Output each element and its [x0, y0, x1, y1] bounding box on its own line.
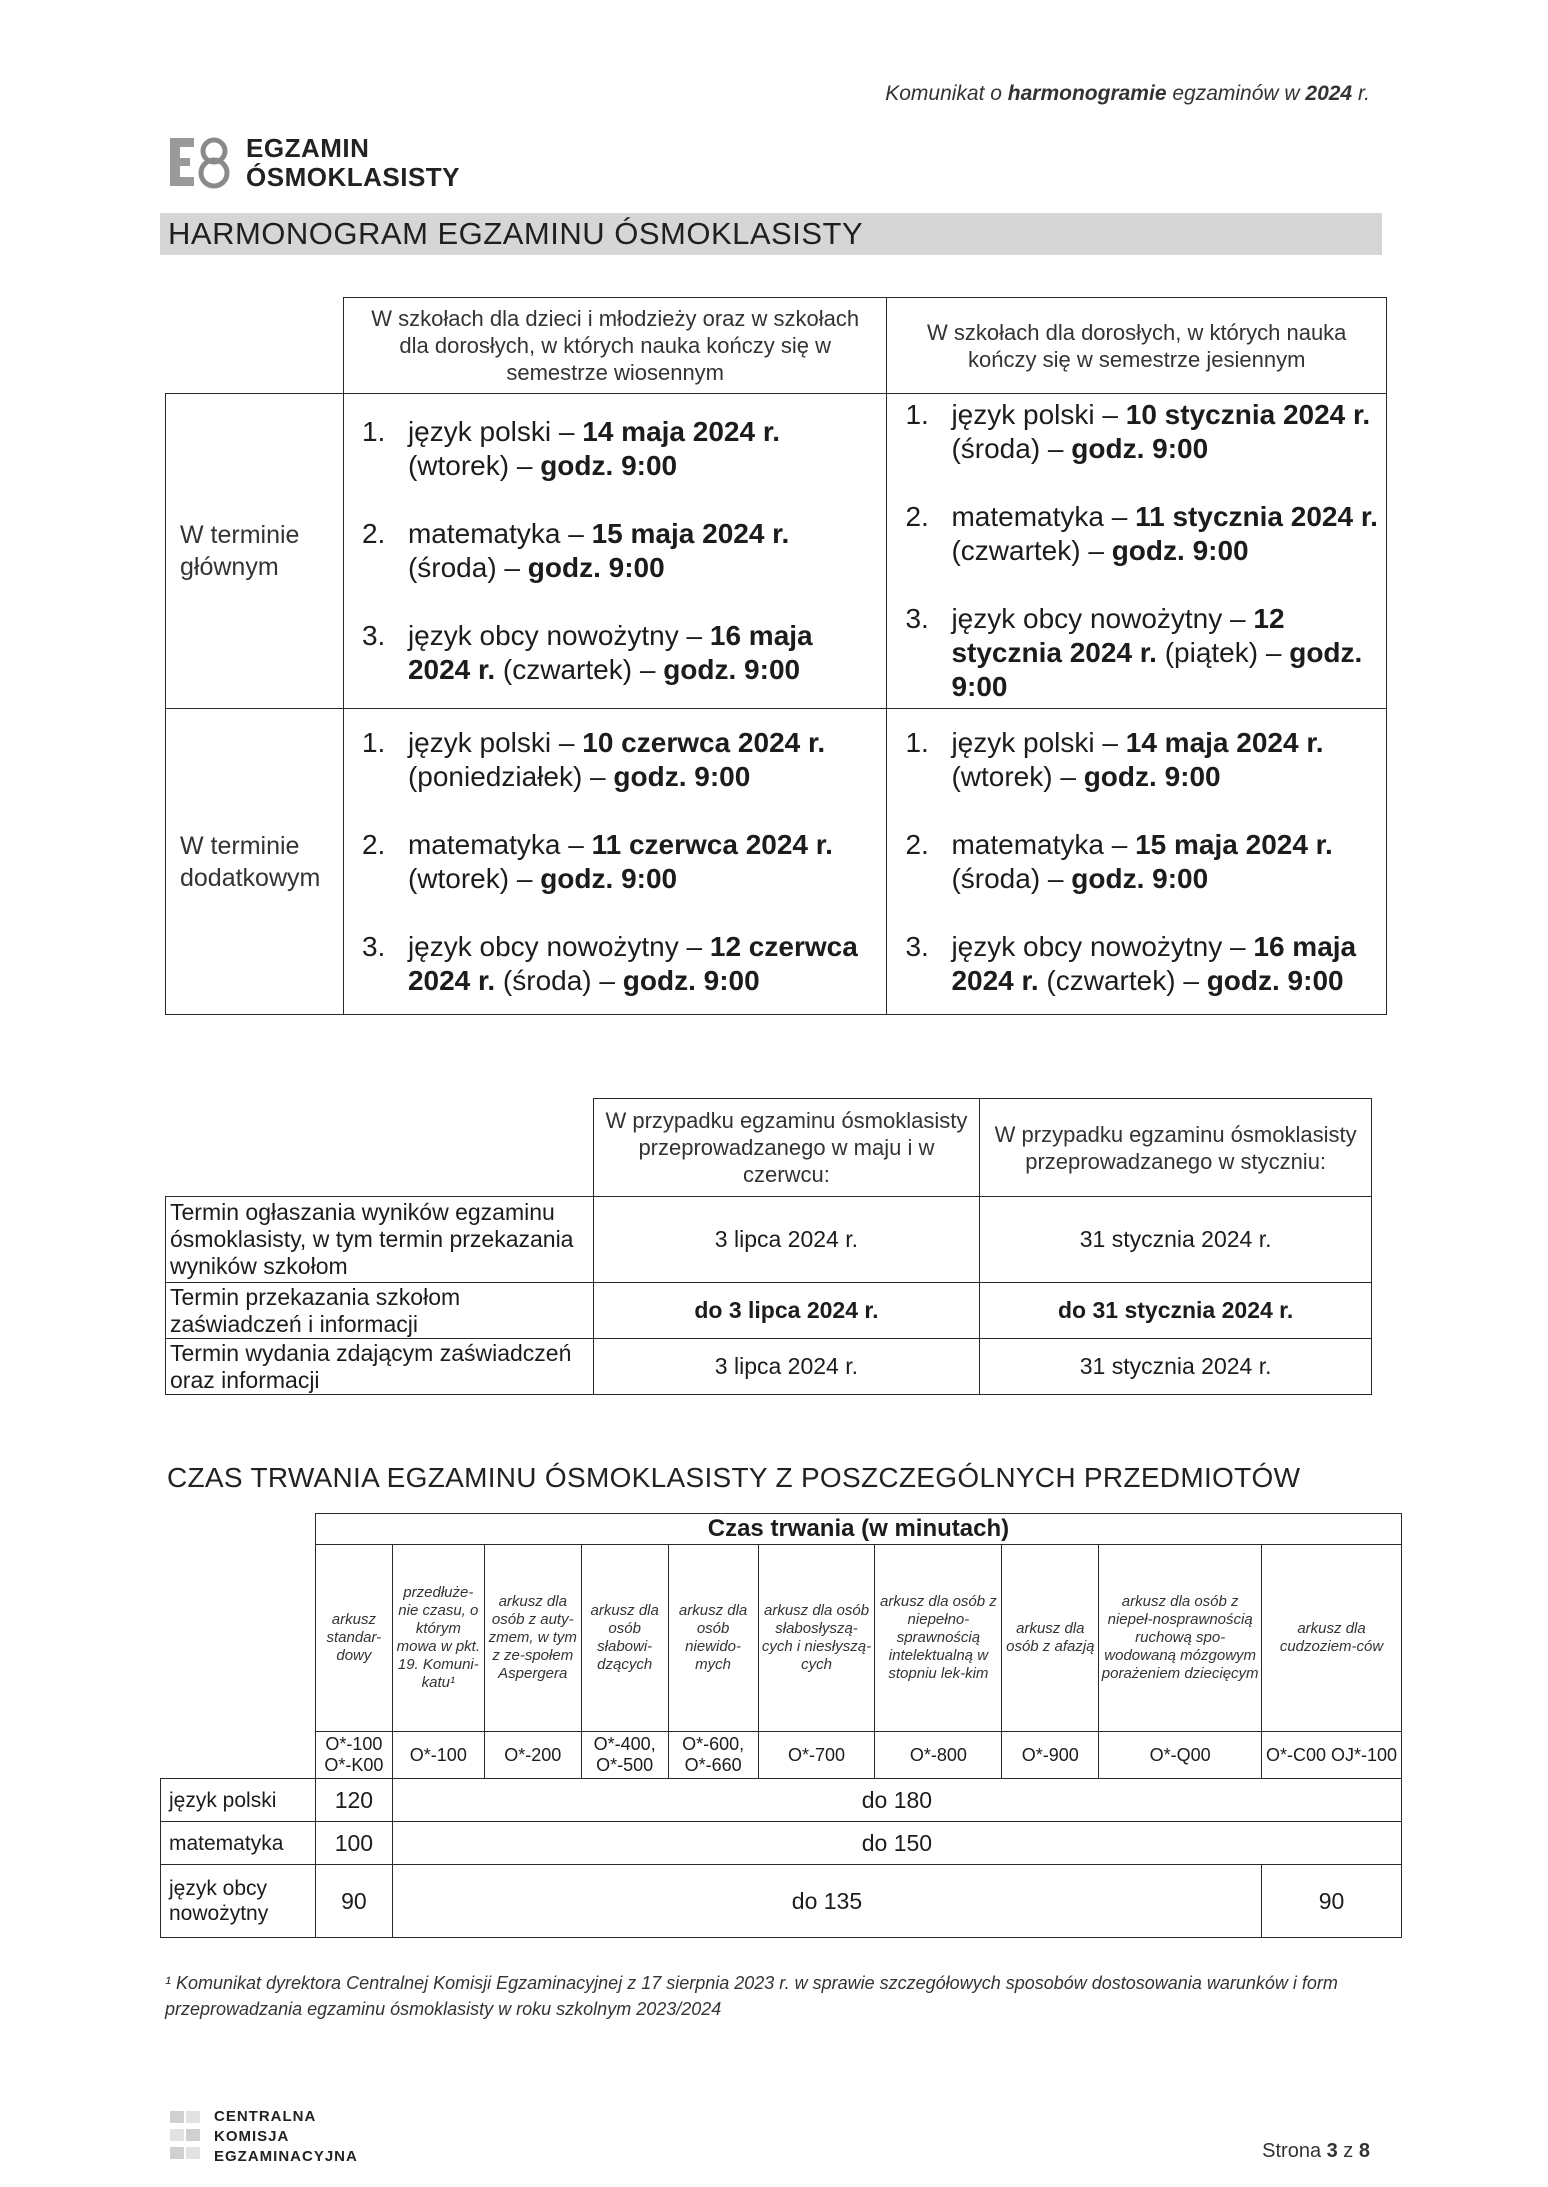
duration-extended: do 135: [392, 1865, 1261, 1938]
column-header-january: W przypadku egzaminu ósmoklasisty przeprowadzanego w styczniu:: [980, 1099, 1372, 1197]
subject-label: język polski: [161, 1779, 316, 1822]
arkusz-header: arkusz dla osób niewido-mych: [668, 1545, 758, 1732]
arkusz-header: arkusz dla osób słabosłyszą-cych i niesłyszą-cych: [758, 1545, 875, 1732]
arkusz-header: arkusz dla osób z auty-zmem, w tym z ze-społem Aspergera: [484, 1545, 581, 1732]
schedule-table: [165, 297, 1387, 1015]
results-table: [165, 1098, 1372, 1395]
cke-logo-text: CENTRALNA KOMISJA EGZAMINACYJNA: [214, 2108, 358, 2165]
arkusz-code: O*-600, O*-660: [668, 1732, 758, 1779]
results-value: 3 lipca 2024 r.: [593, 1197, 980, 1283]
results-value: 3 lipca 2024 r.: [593, 1339, 980, 1395]
arkusz-header: przedłuże-nie czasu, o którym mowa w pkt. 19. Komuni-katu¹: [392, 1545, 484, 1732]
schedule-cell: [887, 394, 1387, 709]
duration-extended: do 180: [392, 1779, 1401, 1822]
arkusz-code: O*-700: [758, 1732, 875, 1779]
duration-standard: 100: [315, 1822, 392, 1865]
schedule-cell: [343, 709, 887, 1015]
exam-entry: 1. język polski – 14 maja 2024 r. (wtorek) – godz. 9:00: [905, 726, 1324, 792]
results-value: 31 stycznia 2024 r.: [980, 1339, 1372, 1395]
arkusz-header: arkusz dla osób z niepeł-nosprawnością ruchową spo-wodowaną mózgowym porażeniem dziecięcym: [1099, 1545, 1262, 1732]
duration-table: [160, 1513, 1402, 1938]
results-value: do 31 stycznia 2024 r.: [980, 1283, 1372, 1339]
subject-label: język obcy nowożytny: [161, 1865, 316, 1938]
exam-entry: 1. język polski – 10 czerwca 2024 r. (poniedziałek) – godz. 9:00: [361, 726, 826, 792]
arkusz-code: O*-200: [484, 1732, 581, 1779]
results-row-label: Termin ogłaszania wyników egzaminu ósmoklasisty, w tym termin przekazania wyników szkołom: [166, 1197, 594, 1283]
exam-entry: 1. język polski – 10 stycznia 2024 r. (środa) – godz. 9:00: [905, 399, 1371, 464]
exam-entry: 3. język obcy nowożytny – 16 maja 2024 r. (czwartek) – godz. 9:00: [905, 930, 1357, 996]
exam-entry: 3. język obcy nowożytny – 12 czerwca 2024 r. (środa) – godz. 9:00: [361, 930, 858, 996]
duration-standard: 90: [315, 1865, 392, 1938]
duration-standard: 120: [315, 1779, 392, 1822]
e8-logo-icon: [168, 132, 238, 192]
schedule-cell: [887, 709, 1387, 1015]
duration-header: Czas trwania (w minutach): [315, 1514, 1401, 1545]
page-number: Strona 3 z 8: [1262, 2140, 1370, 2162]
exam-entry: 3. język obcy nowożytny – 12 stycznia 2024 r. (piątek) – godz. 9:00: [905, 603, 1363, 702]
arkusz-code: O*-900: [1002, 1732, 1099, 1779]
arkusz-header: arkusz standar-dowy: [315, 1545, 392, 1732]
duration-foreign: 90: [1262, 1865, 1402, 1938]
row-label-main-term: W terminie głównym: [166, 394, 344, 709]
page-title: HARMONOGRAM EGZAMINU ÓSMOKLASISTY: [168, 216, 864, 251]
arkusz-code: O*-100 O*-K00: [315, 1732, 392, 1779]
arkusz-header: arkusz dla osób słabowi-dzących: [581, 1545, 668, 1732]
section-title: CZAS TRWANIA EGZAMINU ÓSMOKLASISTY Z POSZCZEGÓLNYCH PRZEDMIOTÓW: [167, 1462, 1301, 1493]
results-row-label: Termin wydania zdającym zaświadczeń oraz informacji: [166, 1339, 594, 1395]
row-label-additional-term: W terminie dodatkowym: [166, 709, 344, 1015]
schedule-cell: [343, 394, 887, 709]
arkusz-header: arkusz dla osób z niepełno-sprawnością intelektualną w stopniu lek-kim: [875, 1545, 1002, 1732]
arkusz-code: O*-400, O*-500: [581, 1732, 668, 1779]
results-row-label: Termin przekazania szkołom zaświadczeń i informacji: [166, 1283, 594, 1339]
column-header-autumn: W szkołach dla dorosłych, w których nauka kończy się w semestrze jesiennym: [887, 298, 1387, 394]
arkusz-header: arkusz dla osób z afazją: [1002, 1545, 1099, 1732]
running-head: Komunikat o harmonogramie egzaminów w 2024 r.: [885, 82, 1370, 105]
arkusz-code: O*-C00 OJ*-100: [1262, 1732, 1402, 1779]
exam-entry: 2. matematyka – 11 stycznia 2024 r. (czwartek) – godz. 9:00: [905, 501, 1378, 566]
column-header-may-june: W przypadku egzaminu ósmoklasisty przeprowadzanego w maju i w czerwcu:: [593, 1099, 980, 1197]
exam-entry: 2. matematyka – 15 maja 2024 r. (środa) – godz. 9:00: [905, 828, 1333, 894]
arkusz-header: arkusz dla cudzoziem-ców: [1262, 1545, 1402, 1732]
exam-entry: 1. język polski – 14 maja 2024 r. (wtorek) – godz. 9:00: [361, 416, 780, 481]
exam-entry: 3. język obcy nowożytny – 16 maja 2024 r. (czwartek) – godz. 9:00: [361, 620, 813, 685]
exam-entry: 2. matematyka – 15 maja 2024 r. (środa) – godz. 9:00: [361, 518, 790, 583]
column-header-spring: W szkołach dla dzieci i młodzieży oraz w szkołach dla dorosłych, w których nauka kończy się w semestrze wiosennym: [343, 298, 887, 394]
logo-text: EGZAMIN ÓSMOKLASISTY: [246, 133, 461, 192]
arkusz-code: O*-Q00: [1099, 1732, 1262, 1779]
exam-entry: 2. matematyka – 11 czerwca 2024 r. (wtorek) – godz. 9:00: [361, 828, 833, 894]
results-value: do 3 lipca 2024 r.: [593, 1283, 980, 1339]
duration-extended: do 150: [392, 1822, 1401, 1865]
footnote: ¹ Komunikat dyrektora Centralnej Komisji Egzaminacyjnej z 17 sierpnia 2023 r. w sprawie szczegółowych sposobów dostosowania warunków i form przeprowadzania egzaminu ósmoklasisty w roku szkolnym 2023/2024: [165, 1973, 1338, 2019]
cke-logo-icon: [166, 2107, 206, 2167]
results-value: 31 stycznia 2024 r.: [980, 1197, 1372, 1283]
subject-label: matematyka: [161, 1822, 316, 1865]
arkusz-code: O*-800: [875, 1732, 1002, 1779]
arkusz-code: O*-100: [392, 1732, 484, 1779]
